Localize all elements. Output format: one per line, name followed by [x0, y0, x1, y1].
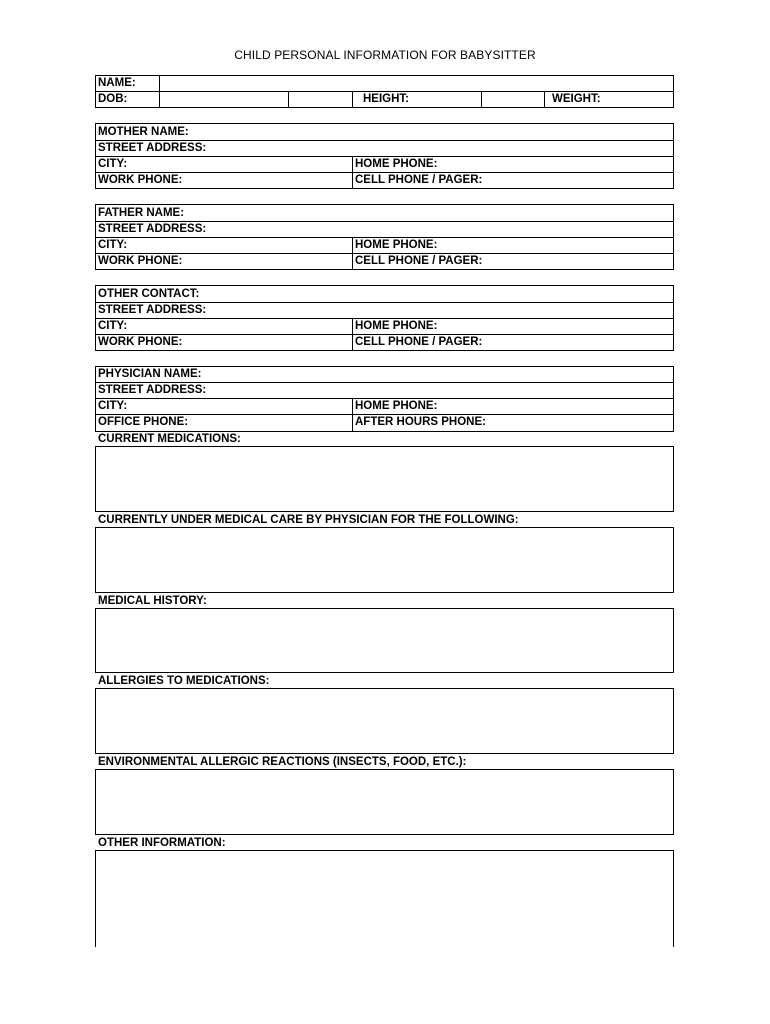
medical-history-label: MEDICAL HISTORY:: [98, 595, 207, 607]
father-city-label[interactable]: CITY:: [98, 239, 128, 251]
mother-cell-phone-label[interactable]: CELL PHONE / PAGER:: [355, 174, 483, 186]
father-home-phone-label[interactable]: HOME PHONE:: [355, 239, 438, 251]
name-label: NAME:: [98, 77, 136, 89]
weight-label: WEIGHT:: [552, 93, 601, 105]
physician-after-hours-label[interactable]: AFTER HOURS PHONE:: [355, 416, 486, 428]
current-medications-label: CURRENT MEDICATIONS:: [98, 433, 241, 445]
other-home-phone-label[interactable]: HOME PHONE:: [355, 320, 438, 332]
other-information-label: OTHER INFORMATION:: [98, 837, 226, 849]
father-street-label[interactable]: STREET ADDRESS:: [98, 223, 207, 235]
physician-name-label[interactable]: PHYSICIAN NAME:: [98, 368, 202, 380]
environmental-allergies-label: ENVIRONMENTAL ALLERGIC REACTIONS (INSECTS, FOOD, ETC.):: [98, 756, 467, 768]
divider: [352, 156, 353, 189]
allergies-field[interactable]: [95, 688, 674, 754]
medical-history-field[interactable]: [95, 608, 674, 673]
physician-office-phone-label[interactable]: OFFICE PHONE:: [98, 416, 189, 428]
medical-care-label: CURRENTLY UNDER MEDICAL CARE BY PHYSICIAN FOR THE FOLLOWING:: [98, 514, 519, 526]
name-field[interactable]: [159, 75, 674, 92]
divider: [352, 237, 353, 270]
father-work-phone-label[interactable]: WORK PHONE:: [98, 255, 183, 267]
page-title: CHILD PERSONAL INFORMATION FOR BABYSITTER: [234, 48, 536, 62]
father-cell-phone-label[interactable]: CELL PHONE / PAGER:: [355, 255, 483, 267]
height-label: HEIGHT:: [363, 93, 409, 105]
other-information-field[interactable]: [95, 850, 674, 947]
other-cell-phone-label[interactable]: CELL PHONE / PAGER:: [355, 336, 483, 348]
mother-street-label[interactable]: STREET ADDRESS:: [98, 142, 207, 154]
current-medications-field[interactable]: [95, 446, 674, 512]
environmental-allergies-field[interactable]: [95, 769, 674, 835]
allergies-label: ALLERGIES TO MEDICATIONS:: [98, 675, 270, 687]
other-work-phone-label[interactable]: WORK PHONE:: [98, 336, 183, 348]
other-contact-label[interactable]: OTHER CONTACT:: [98, 288, 200, 300]
divider: [352, 398, 353, 432]
dob-field[interactable]: [159, 91, 289, 108]
physician-home-phone-label[interactable]: HOME PHONE:: [355, 400, 438, 412]
father-name-label[interactable]: FATHER NAME:: [98, 207, 185, 219]
physician-city-label[interactable]: CITY:: [98, 400, 128, 412]
mother-city-label[interactable]: CITY:: [98, 158, 128, 170]
medical-care-field[interactable]: [95, 527, 674, 593]
dob-label: DOB:: [98, 93, 128, 105]
physician-street-label[interactable]: STREET ADDRESS:: [98, 384, 207, 396]
mother-home-phone-label[interactable]: HOME PHONE:: [355, 158, 438, 170]
other-street-label[interactable]: STREET ADDRESS:: [98, 304, 207, 316]
mother-name-label[interactable]: MOTHER NAME:: [98, 126, 189, 138]
mother-work-phone-label[interactable]: WORK PHONE:: [98, 174, 183, 186]
divider: [352, 318, 353, 351]
other-city-label[interactable]: CITY:: [98, 320, 128, 332]
